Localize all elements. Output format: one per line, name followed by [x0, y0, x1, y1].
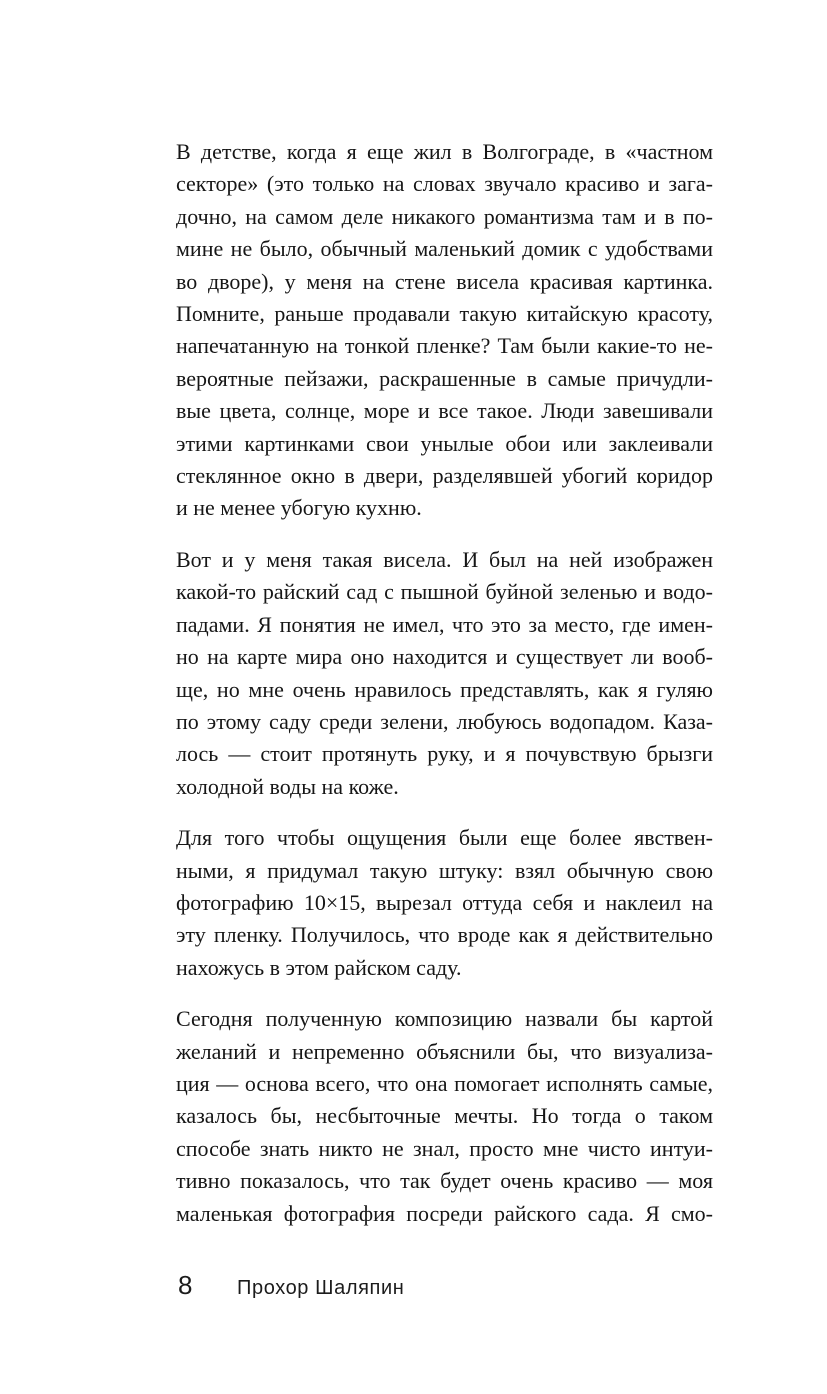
- text-line: способе знать никто не знал, просто мне чисто интуи-: [176, 1135, 713, 1161]
- page-number: 8: [178, 1270, 193, 1300]
- text-line: казалось бы, несбыточные мечты. Но тогда о таком: [176, 1103, 713, 1129]
- text-line: мине не было, обычный маленький домик с удобствами: [176, 236, 713, 262]
- text-line: В детстве, когда я еще жил в Волгограде, в «частном: [176, 139, 713, 164]
- text-line: напечатанную на тонкой пленке? Там были какие-то не-: [176, 333, 713, 359]
- text-line: лось — стоит протянуть руку, и я почувствую брызги: [176, 741, 713, 767]
- running-title: Прохор Шаляпин: [237, 1277, 405, 1299]
- text-line: и не менее убогую кухню.: [176, 495, 422, 521]
- text-line: ными, я придумал такую штуку: взял обычную свою: [176, 857, 713, 883]
- text-line: стеклянное окно в двери, разделявшей убогий коридор: [176, 463, 713, 489]
- text-line: какой-то райский сад с пышной буйной зеленью и водо-: [176, 579, 713, 605]
- page-footer: [178, 1270, 715, 1301]
- paragraph: [176, 822, 713, 984]
- text-line: желаний и непременно объяснили бы, что визуализа-: [176, 1038, 713, 1064]
- text-line: эту пленку. Получилось, что вроде как я действительно: [176, 922, 713, 948]
- text-line: по этому саду среди зелени, любуюсь водопадом. Каза-: [176, 708, 713, 734]
- text-line: Вот и у меня такая висела. И был на ней изображен: [176, 546, 713, 572]
- paragraph: [176, 544, 713, 803]
- text-line: ция — основа всего, что она помогает исполнять самые,: [176, 1070, 713, 1096]
- text-line: Сегодня полученную композицию назвали бы картой: [176, 1006, 713, 1032]
- body-text: [176, 136, 713, 1230]
- text-line: нахожусь в этом райском саду.: [176, 954, 462, 980]
- text-line: вые цвета, солнце, море и все такое. Люди завешивали: [176, 398, 713, 424]
- paragraph: [176, 1003, 713, 1230]
- text-line: падами. Я понятия не имел, что это за место, где имен-: [176, 611, 713, 637]
- text-line: Помните, раньше продавали такую китайскую красоту,: [176, 301, 713, 327]
- text-line: тивно показалось, что так будет очень красиво — моя: [176, 1168, 713, 1194]
- text-line: во дворе), у меня на стене висела красивая картинка.: [176, 268, 713, 294]
- text-line: холодной воды на коже.: [176, 773, 399, 799]
- text-line: дочно, на самом деле никакого романтизма там и в по-: [176, 203, 713, 229]
- text-line: секторе» (это только на словах звучало красиво и зага-: [176, 171, 713, 197]
- text-line: вероятные пейзажи, раскрашенные в самые причудли-: [176, 365, 713, 391]
- text-line: фотографию 10×15, вырезал оттуда себя и наклеил на: [176, 889, 713, 915]
- text-line: но на карте мира оно находится и существует ли вооб-: [176, 644, 713, 670]
- text-line: этими картинками свои унылые обои или заклеивали: [176, 430, 713, 456]
- text-line: Для того чтобы ощущения были еще более явствен-: [176, 825, 713, 851]
- text-line: маленькая фотография посреди райского сада. Я смо-: [176, 1200, 713, 1226]
- text-line: ще, но мне очень нравилось представлять, как я гуляю: [176, 676, 713, 702]
- paragraph: [176, 136, 713, 525]
